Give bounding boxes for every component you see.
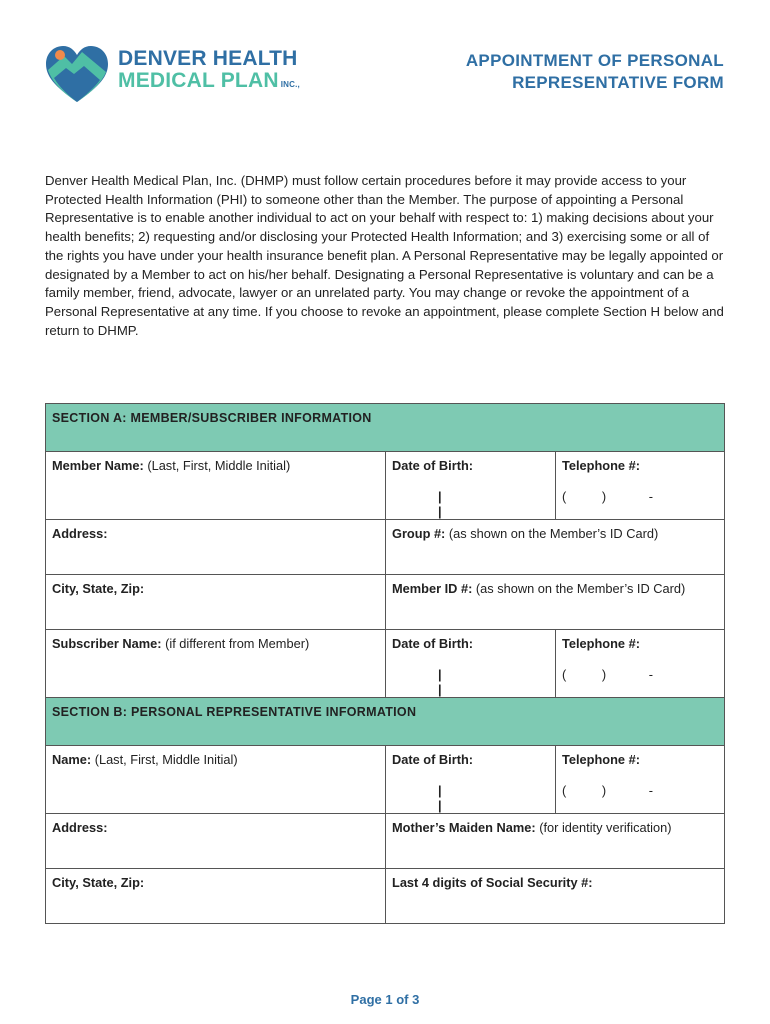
member-id-hint: (as shown on the Member’s ID Card) bbox=[475, 581, 686, 596]
member-address-field[interactable] bbox=[46, 520, 386, 575]
appointment-form bbox=[45, 403, 724, 924]
member-city-label: City, State, Zip: bbox=[52, 581, 145, 596]
ssn-field[interactable] bbox=[386, 869, 725, 924]
dob-separator: | bbox=[438, 489, 442, 504]
member-name-hint: (Last, First, Middle Initial) bbox=[147, 458, 291, 473]
subscriber-name-hint: (if different from Member) bbox=[165, 636, 310, 651]
member-name-field[interactable] bbox=[46, 452, 386, 520]
rep-name-hint: (Last, First, Middle Initial) bbox=[94, 752, 238, 767]
form-title-line2: REPRESENTATIVE FORM bbox=[512, 73, 724, 92]
dob-separator: | bbox=[438, 667, 442, 682]
dhmp-logo bbox=[44, 44, 334, 104]
ssn-label: Last 4 digits of Social Security #: bbox=[392, 875, 593, 890]
rep-telephone-field[interactable] bbox=[556, 746, 725, 814]
member-address-label: Address: bbox=[52, 526, 108, 541]
member-dob-field[interactable] bbox=[386, 452, 556, 520]
rep-city-label: City, State, Zip: bbox=[52, 875, 145, 890]
intro-paragraph: Denver Health Medical Plan, Inc. (DHMP) must follow certain procedures before it may provide access to your Protected Health Information (PHI) to someone other than the Member. The purpose of appointing a Personal Representative is to enable another individual to act on your behalf with respect to: 1) making decisions about your health benefits; 2) requesting and/or disclosing your Protected Health Information; and 3) exercising some or all of the rights you have under your health insurance benefit plan. A Personal Representative may be legally appointed or designated by a Member to act on his/her behalf. Designating a Personal Representative is voluntary and can be a family member, friend, advocate, lawyer or an unrelated party. You may change or revoke the appointment of a Personal Representative at any time. If you choose to revoke an appointment, please complete Section H below and return to DHMP. bbox=[45, 173, 724, 338]
dob-separator: | bbox=[438, 682, 442, 697]
logo-line2: MEDICAL PLAN bbox=[118, 69, 279, 92]
group-number-field[interactable] bbox=[386, 520, 725, 575]
heart-mountain-icon bbox=[44, 44, 110, 104]
logo-suffix: INC., bbox=[280, 80, 300, 89]
dob-separator: | bbox=[438, 798, 442, 813]
member-telephone-field[interactable] bbox=[556, 452, 725, 520]
rep-name-field[interactable] bbox=[46, 746, 386, 814]
form-title-line1: APPOINTMENT OF PERSONAL bbox=[465, 51, 724, 70]
rep-dob-label: Date of Birth: bbox=[392, 752, 474, 767]
dob-separator: | bbox=[438, 504, 442, 519]
maiden-name-field[interactable] bbox=[386, 814, 725, 869]
rep-address-field[interactable] bbox=[46, 814, 386, 869]
telephone-format: ( ) - bbox=[562, 489, 654, 504]
section-a-header: SECTION A: MEMBER/SUBSCRIBER INFORMATION bbox=[46, 404, 725, 452]
subscriber-dob-label: Date of Birth: bbox=[392, 636, 474, 651]
maiden-name-label: Mother’s Maiden Name: bbox=[392, 820, 536, 835]
telephone-format: ( ) - bbox=[562, 667, 654, 682]
member-telephone-label: Telephone #: bbox=[562, 458, 640, 473]
member-id-label: Member ID #: bbox=[392, 581, 473, 596]
telephone-format: ( ) - bbox=[562, 783, 654, 798]
rep-dob-field[interactable] bbox=[386, 746, 556, 814]
rep-name-label: Name: bbox=[52, 752, 92, 767]
logo-line1: DENVER HEALTH bbox=[118, 47, 298, 70]
member-dob-label: Date of Birth: bbox=[392, 458, 474, 473]
dob-separator: | bbox=[438, 783, 442, 798]
subscriber-name-field[interactable] bbox=[46, 630, 386, 698]
member-city-field[interactable] bbox=[46, 575, 386, 630]
group-number-hint: (as shown on the Member’s ID Card) bbox=[448, 526, 659, 541]
subscriber-telephone-label: Telephone #: bbox=[562, 636, 640, 651]
page-number: Page 1 of 3 bbox=[350, 992, 420, 1007]
subscriber-name-label: Subscriber Name: bbox=[52, 636, 162, 651]
rep-address-label: Address: bbox=[52, 820, 108, 835]
form-title bbox=[466, 50, 724, 94]
member-id-field[interactable] bbox=[386, 575, 725, 630]
group-number-label: Group #: bbox=[392, 526, 446, 541]
subscriber-dob-field[interactable] bbox=[386, 630, 556, 698]
section-b-header: SECTION B: PERSONAL REPRESENTATIVE INFORMATION bbox=[46, 698, 725, 746]
member-name-label: Member Name: bbox=[52, 458, 144, 473]
maiden-name-hint: (for identity verification) bbox=[539, 820, 672, 835]
rep-telephone-label: Telephone #: bbox=[562, 752, 640, 767]
subscriber-telephone-field[interactable] bbox=[556, 630, 725, 698]
rep-city-field[interactable] bbox=[46, 869, 386, 924]
